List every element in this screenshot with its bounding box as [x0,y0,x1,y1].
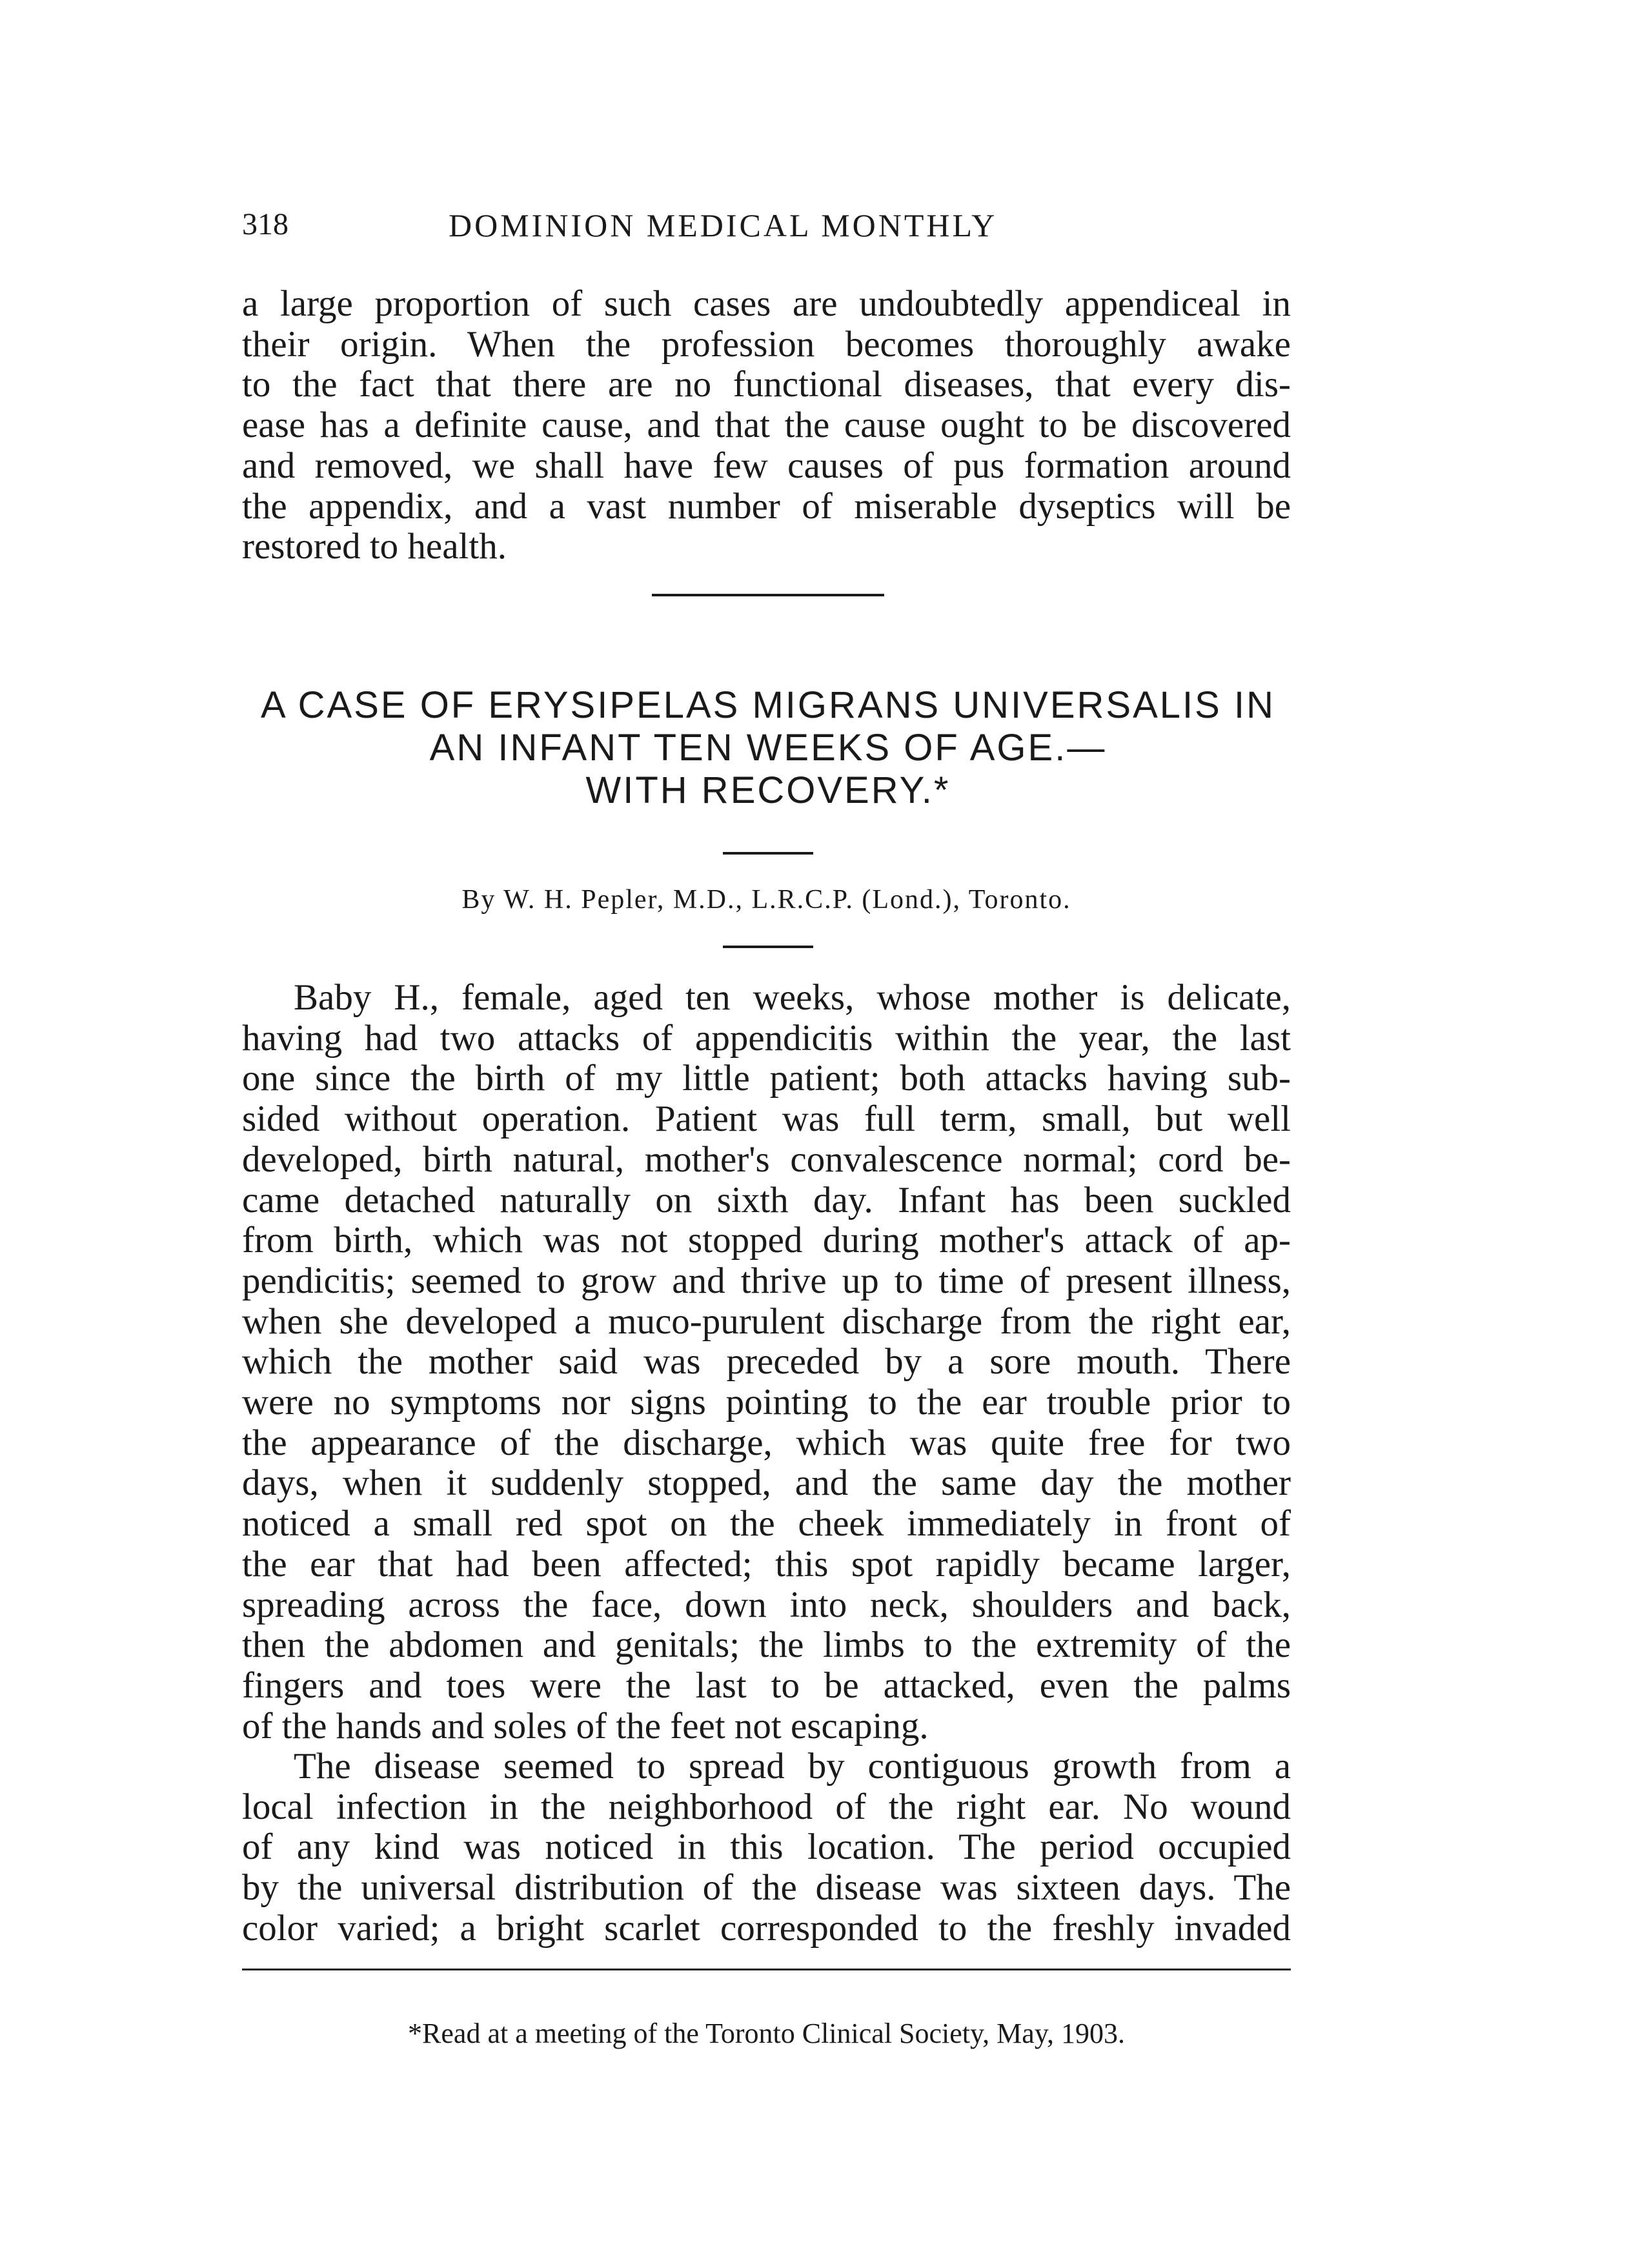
article-title-line: AN INFANT TEN WEEKS OF AGE.— [429,727,1107,769]
text-line: fingers and toes were the last to be attacked, even the palms [242,1665,1291,1706]
prior-article-conclusion [242,284,1291,567]
text-line: spreading across the face, down into neck, shoulders and back, [242,1585,1291,1625]
text-line: days, when it suddenly stopped, and the same day the mother [242,1463,1291,1504]
title-rule [723,852,813,855]
text-line: Baby H., female, aged ten weeks, whose mother is delicate, [294,978,1291,1018]
text-line: restored to health. [242,527,507,567]
text-line: noticed a small red spot on the cheek immediately in front of [242,1504,1291,1544]
text-line: of any kind was noticed in this location. The period occupied [242,1827,1291,1868]
article-title [232,684,1304,812]
journal-title: DOMINION MEDICAL MONTHLY [449,207,998,243]
text-line: by the universal distribution of the disease was sixteen days. The [242,1868,1291,1909]
text-line: developed, birth natural, mother's convalescence normal; cord be- [242,1139,1291,1180]
text-line: their origin. When the profession becomes thoroughly awake [242,324,1291,365]
text-line: The disease seemed to spread by contiguous growth from a [294,1747,1291,1787]
article-byline: By W. H. Pepler, M.D., L.R.C.P. (Lond.), Toronto. [461,885,1071,915]
text-line: when she developed a muco-purulent discharge from the right ear, [242,1301,1291,1342]
article-paragraph-2 [242,1747,1291,1949]
text-line: to the fact that there are no functional diseases, that every dis- [242,365,1291,405]
text-line: a large proportion of such cases are undoubtedly appendiceal in [242,284,1291,324]
text-line: of the hands and soles of the feet not escaping. [242,1706,929,1747]
article-title-line: A CASE OF ERYSIPELAS MIGRANS UNIVERSALIS IN [261,684,1275,726]
text-line: ease has a definite cause, and that the cause ought to be discovered [242,405,1291,446]
text-line: sided without operation. Patient was full term, small, but well [242,1099,1291,1140]
text-line: one since the birth of my little patient; both attacks having sub- [242,1058,1291,1099]
text-line: then the abdomen and genitals; the limbs to the extremity of the [242,1625,1291,1666]
footnote-rule [242,1969,1291,1970]
text-line: and removed, we shall have few causes of pus formation around [242,445,1291,486]
article-paragraph-1 [242,978,1291,1747]
text-line: came detached naturally on sixth day. Infant has been suckled [242,1180,1291,1220]
text-line: the ear that had been affected; this spot rapidly became larger, [242,1544,1291,1585]
running-head [242,200,1291,258]
text-line: which the mother said was preceded by a sore mouth. There [242,1342,1291,1382]
text-line: the appearance of the discharge, which was quite free for two [242,1423,1291,1463]
text-line: were no symptoms nor signs pointing to the ear trouble prior to [242,1382,1291,1423]
text-line: the appendix, and a vast number of miserable dyseptics will be [242,486,1291,527]
footnote: *Read at a meeting of the Toronto Clinical Society, May, 1903. [408,2018,1125,2049]
byline-rule [723,946,813,948]
text-line: local infection in the neighborhood of the right ear. No wound [242,1787,1291,1827]
text-line: pendicitis; seemed to grow and thrive up to time of present illness, [242,1261,1291,1301]
section-divider-rule [652,594,884,596]
article-title-line: WITH RECOVERY.* [585,769,951,811]
text-line: having had two attacks of appendicitis within the year, the last [242,1018,1291,1058]
text-line: color varied; a bright scarlet corresponded to the freshly invaded [242,1908,1291,1949]
text-line: from birth, which was not stopped during mother's attack of ap- [242,1220,1291,1261]
page-number: 318 [242,207,288,241]
